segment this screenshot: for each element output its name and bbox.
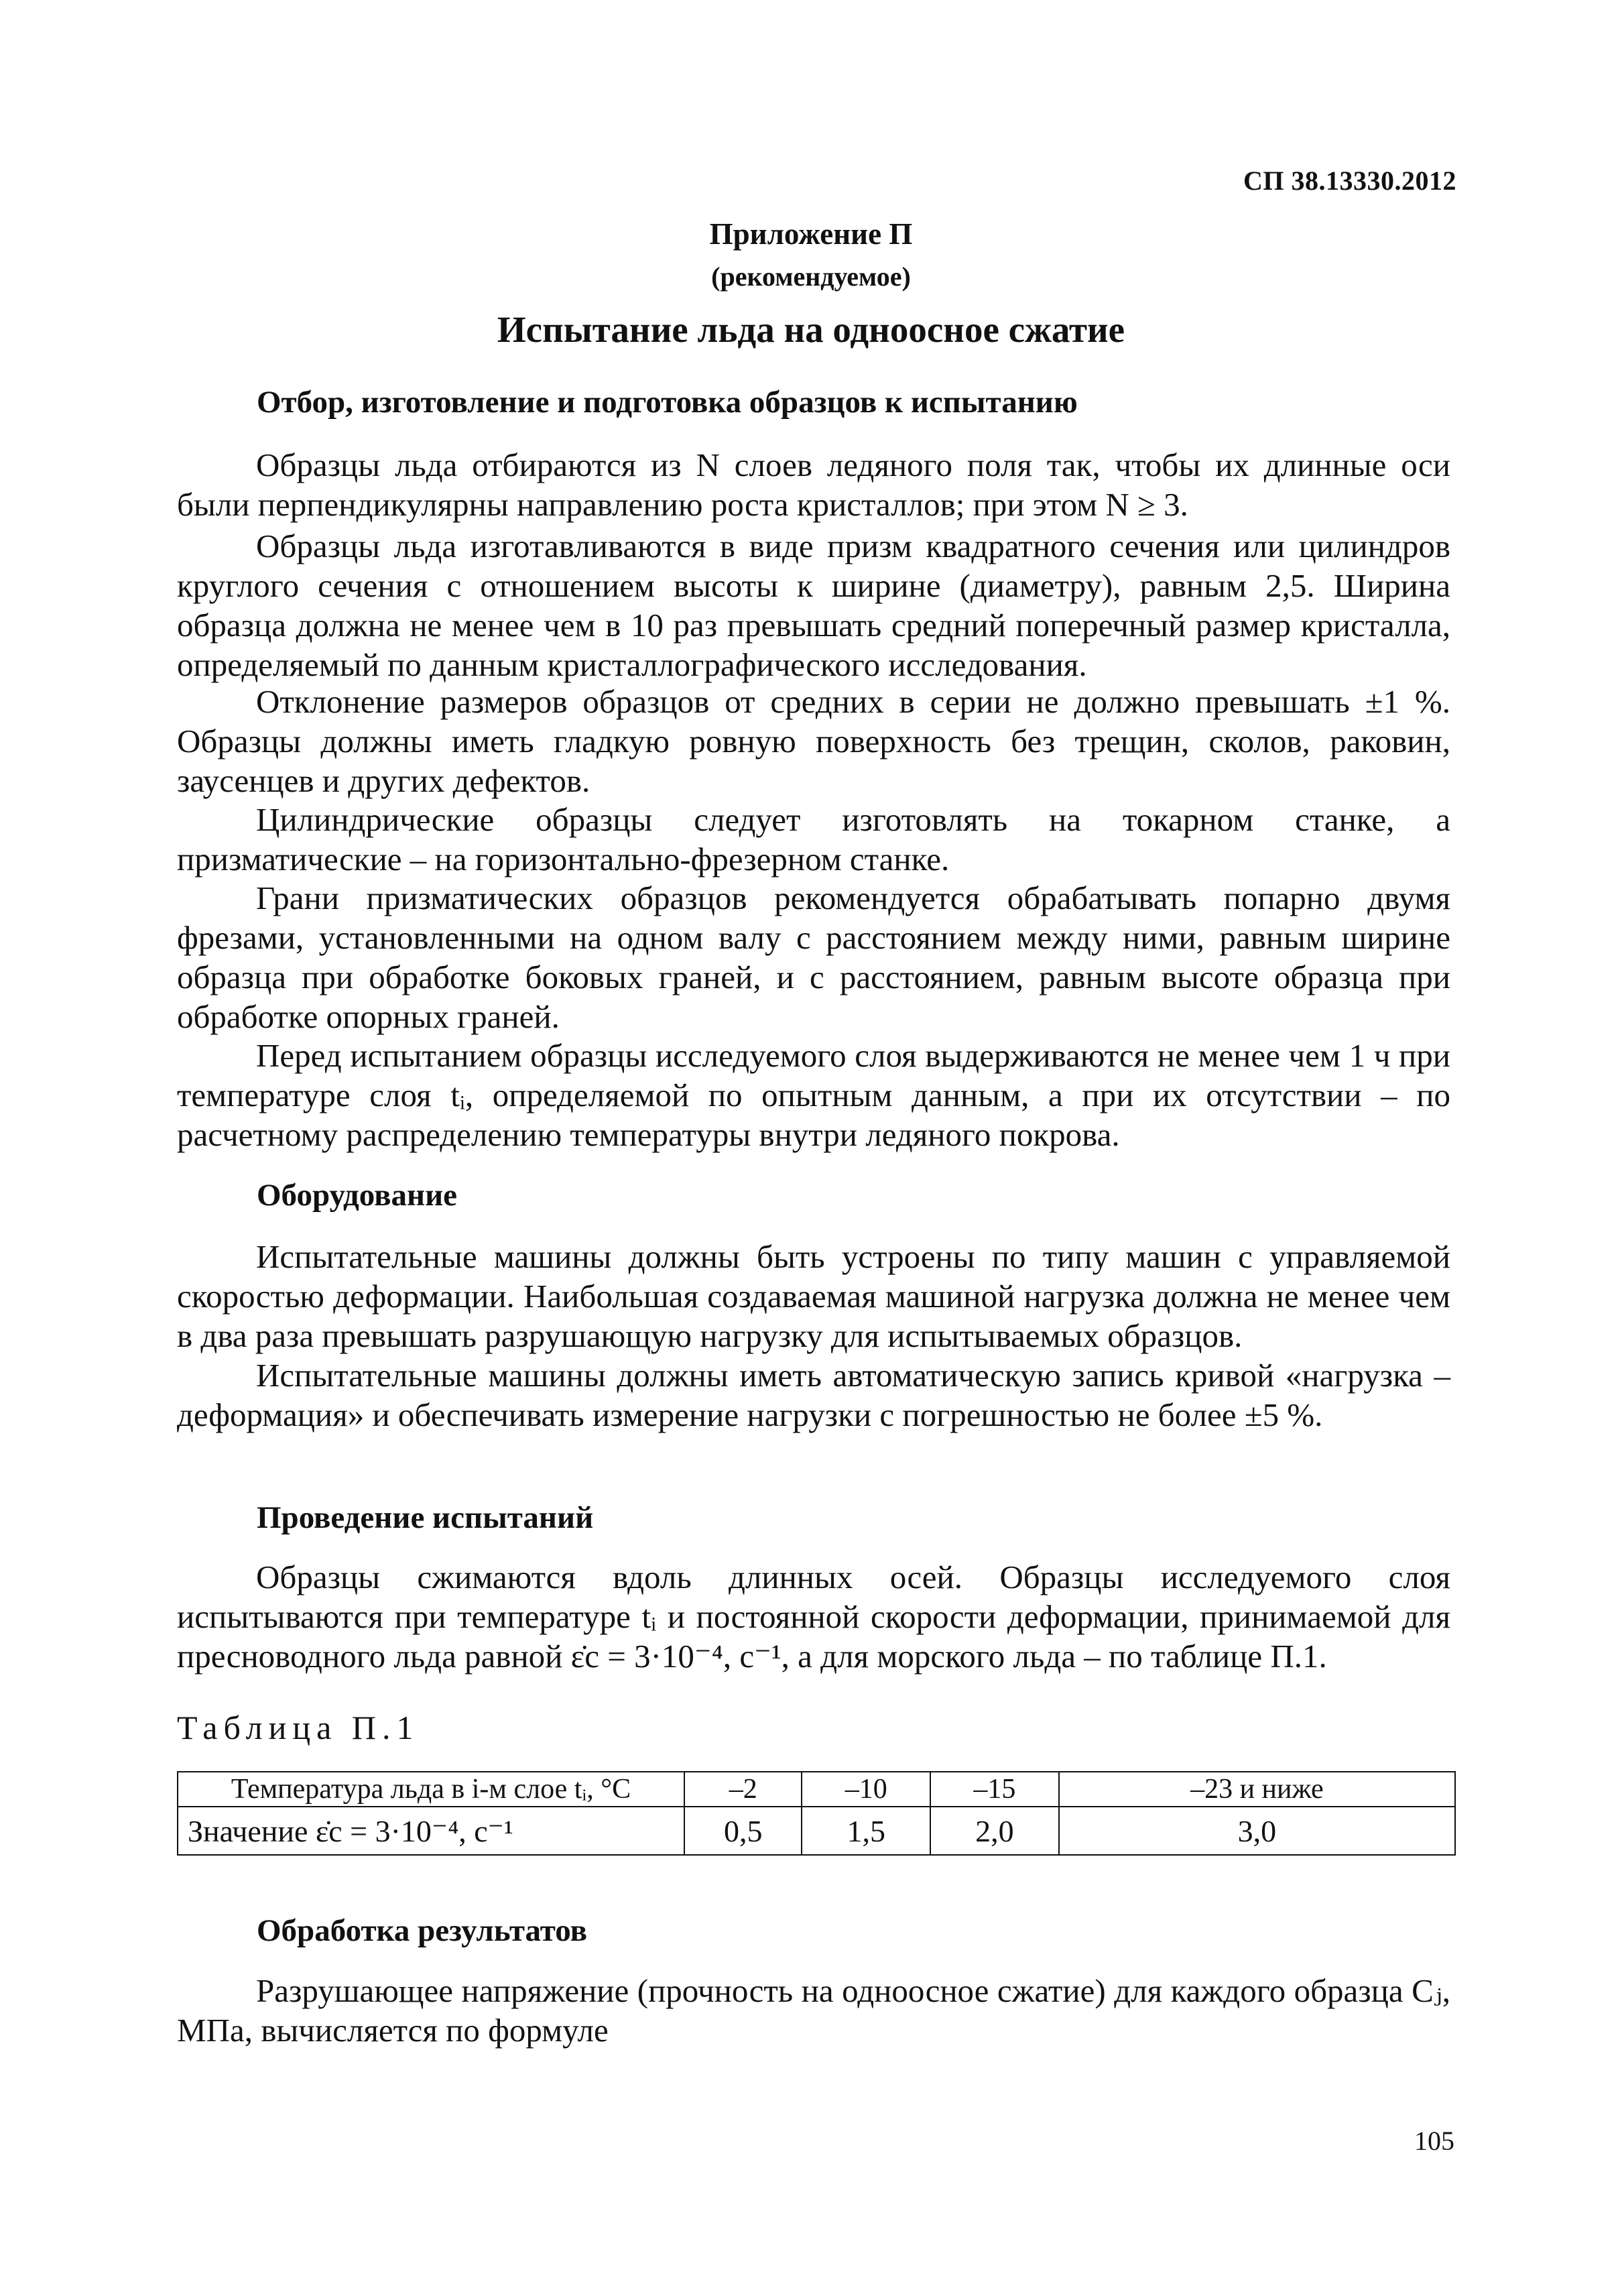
appendix-title: Приложение П (709, 217, 913, 251)
paragraph-sampling-2: Образцы льда изготавливаются в виде призм квадратного сечения или цилиндров круглого сечения с отношением высоты к ширине (диаметру), равным 2,5. Ширина образца должна не менее чем в 10 раз превышать средний поперечный размер кристалла, определяемый по данным кристаллографического исследования. (177, 528, 1450, 683)
page-number: 105 (1414, 2126, 1454, 2156)
appendix-subtitle: (рекомендуемое) (711, 261, 911, 292)
paragraph-sampling-4: Цилиндрические образцы следует изготовлять на токарном станке, а призматические – на горизонтально-фрезерном станке. (177, 801, 1450, 878)
paragraph-sampling-3: Отклонение размеров образцов от средних в серии не должно превышать ±1 %. Образцы должны иметь гладкую ровную поверхность без трещин, сколов, раковин, заусенцев и других дефектов. (177, 683, 1450, 799)
paragraph-equipment-1: Испытательные машины должны быть устроены по типу машин с управляемой скоростью деформации. Наибольшая создаваемая машиной нагрузка должна не менее чем в два раза превышать разрушающую нагрузку для испытываемых образцов. (177, 1238, 1450, 1354)
document-code: СП 38.13330.2012 (1243, 166, 1456, 196)
table-cell: –2 (684, 1772, 802, 1807)
paragraph-results-1: Разрушающее напряжение (прочность на одноосное сжатие) для каждого образца Cⱼ, МПа, вычисляется по формуле (177, 1972, 1450, 2049)
table-cell: 2,0 (930, 1807, 1059, 1855)
table-row-label: Температура льда в i-м слое tᵢ, °C (178, 1772, 684, 1807)
paragraph-equipment-2: Испытательные машины должны иметь автоматическую запись кривой «нагрузка – деформация» и обеспечивать измерение нагрузки с погрешностью не более ±5 %. (177, 1357, 1450, 1433)
table-caption: Таблица П.1 (177, 1709, 420, 1746)
table-cell: –15 (930, 1772, 1059, 1807)
table-cell: –23 и ниже (1059, 1772, 1455, 1807)
section-heading-results: Обработка результатов (257, 1913, 587, 1948)
table-cell: –10 (802, 1772, 930, 1807)
table-cell: 0,5 (684, 1807, 802, 1855)
table-row-label: Значение ε̇c = 3·10⁻⁴, с⁻¹ (178, 1807, 684, 1855)
paragraph-sampling-5: Грани призматических образцов рекомендуется обрабатывать попарно двумя фрезами, установленными на одном валу с расстоянием между ними, равным ширине образца при обработке боковых граней, и с расстоянием, равным высоте образца при обработке опорных граней. (177, 880, 1450, 1035)
section-heading-sampling: Отбор, изготовление и подготовка образцов к испытанию (257, 385, 1078, 420)
main-title: Испытание льда на одноосное сжатие (497, 309, 1125, 350)
section-heading-testing: Проведение испытаний (257, 1500, 594, 1535)
paragraph-testing-1: Образцы сжимаются вдоль длинных осей. Образцы исследуемого слоя испытываются при температуре tᵢ и постоянной скорости деформации, принимаемой для пресноводного льда равной ε̇c = 3·10⁻⁴, с⁻¹, а для морского льда – по таблице П.1. (177, 1559, 1450, 1675)
table-cell: 1,5 (802, 1807, 930, 1855)
table-cell: 3,0 (1059, 1807, 1455, 1855)
table-row-temperature (178, 1772, 1455, 1807)
section-heading-equipment: Оборудование (257, 1178, 458, 1213)
paragraph-sampling-1: Образцы льда отбираются из N слоев ледяного поля так, чтобы их длинные оси были перпендикулярны направлению роста кристаллов; при этом N ≥ 3. (177, 446, 1450, 523)
table-row-value (178, 1807, 1455, 1855)
paragraph-sampling-6: Перед испытанием образцы исследуемого слоя выдерживаются не менее чем 1 ч при температуре слоя tᵢ, определяемой по опытным данным, а при их отсутствии – по расчетному распределению температуры внутри ледяного покрова. (177, 1037, 1450, 1153)
table-p1 (177, 1771, 1456, 1856)
